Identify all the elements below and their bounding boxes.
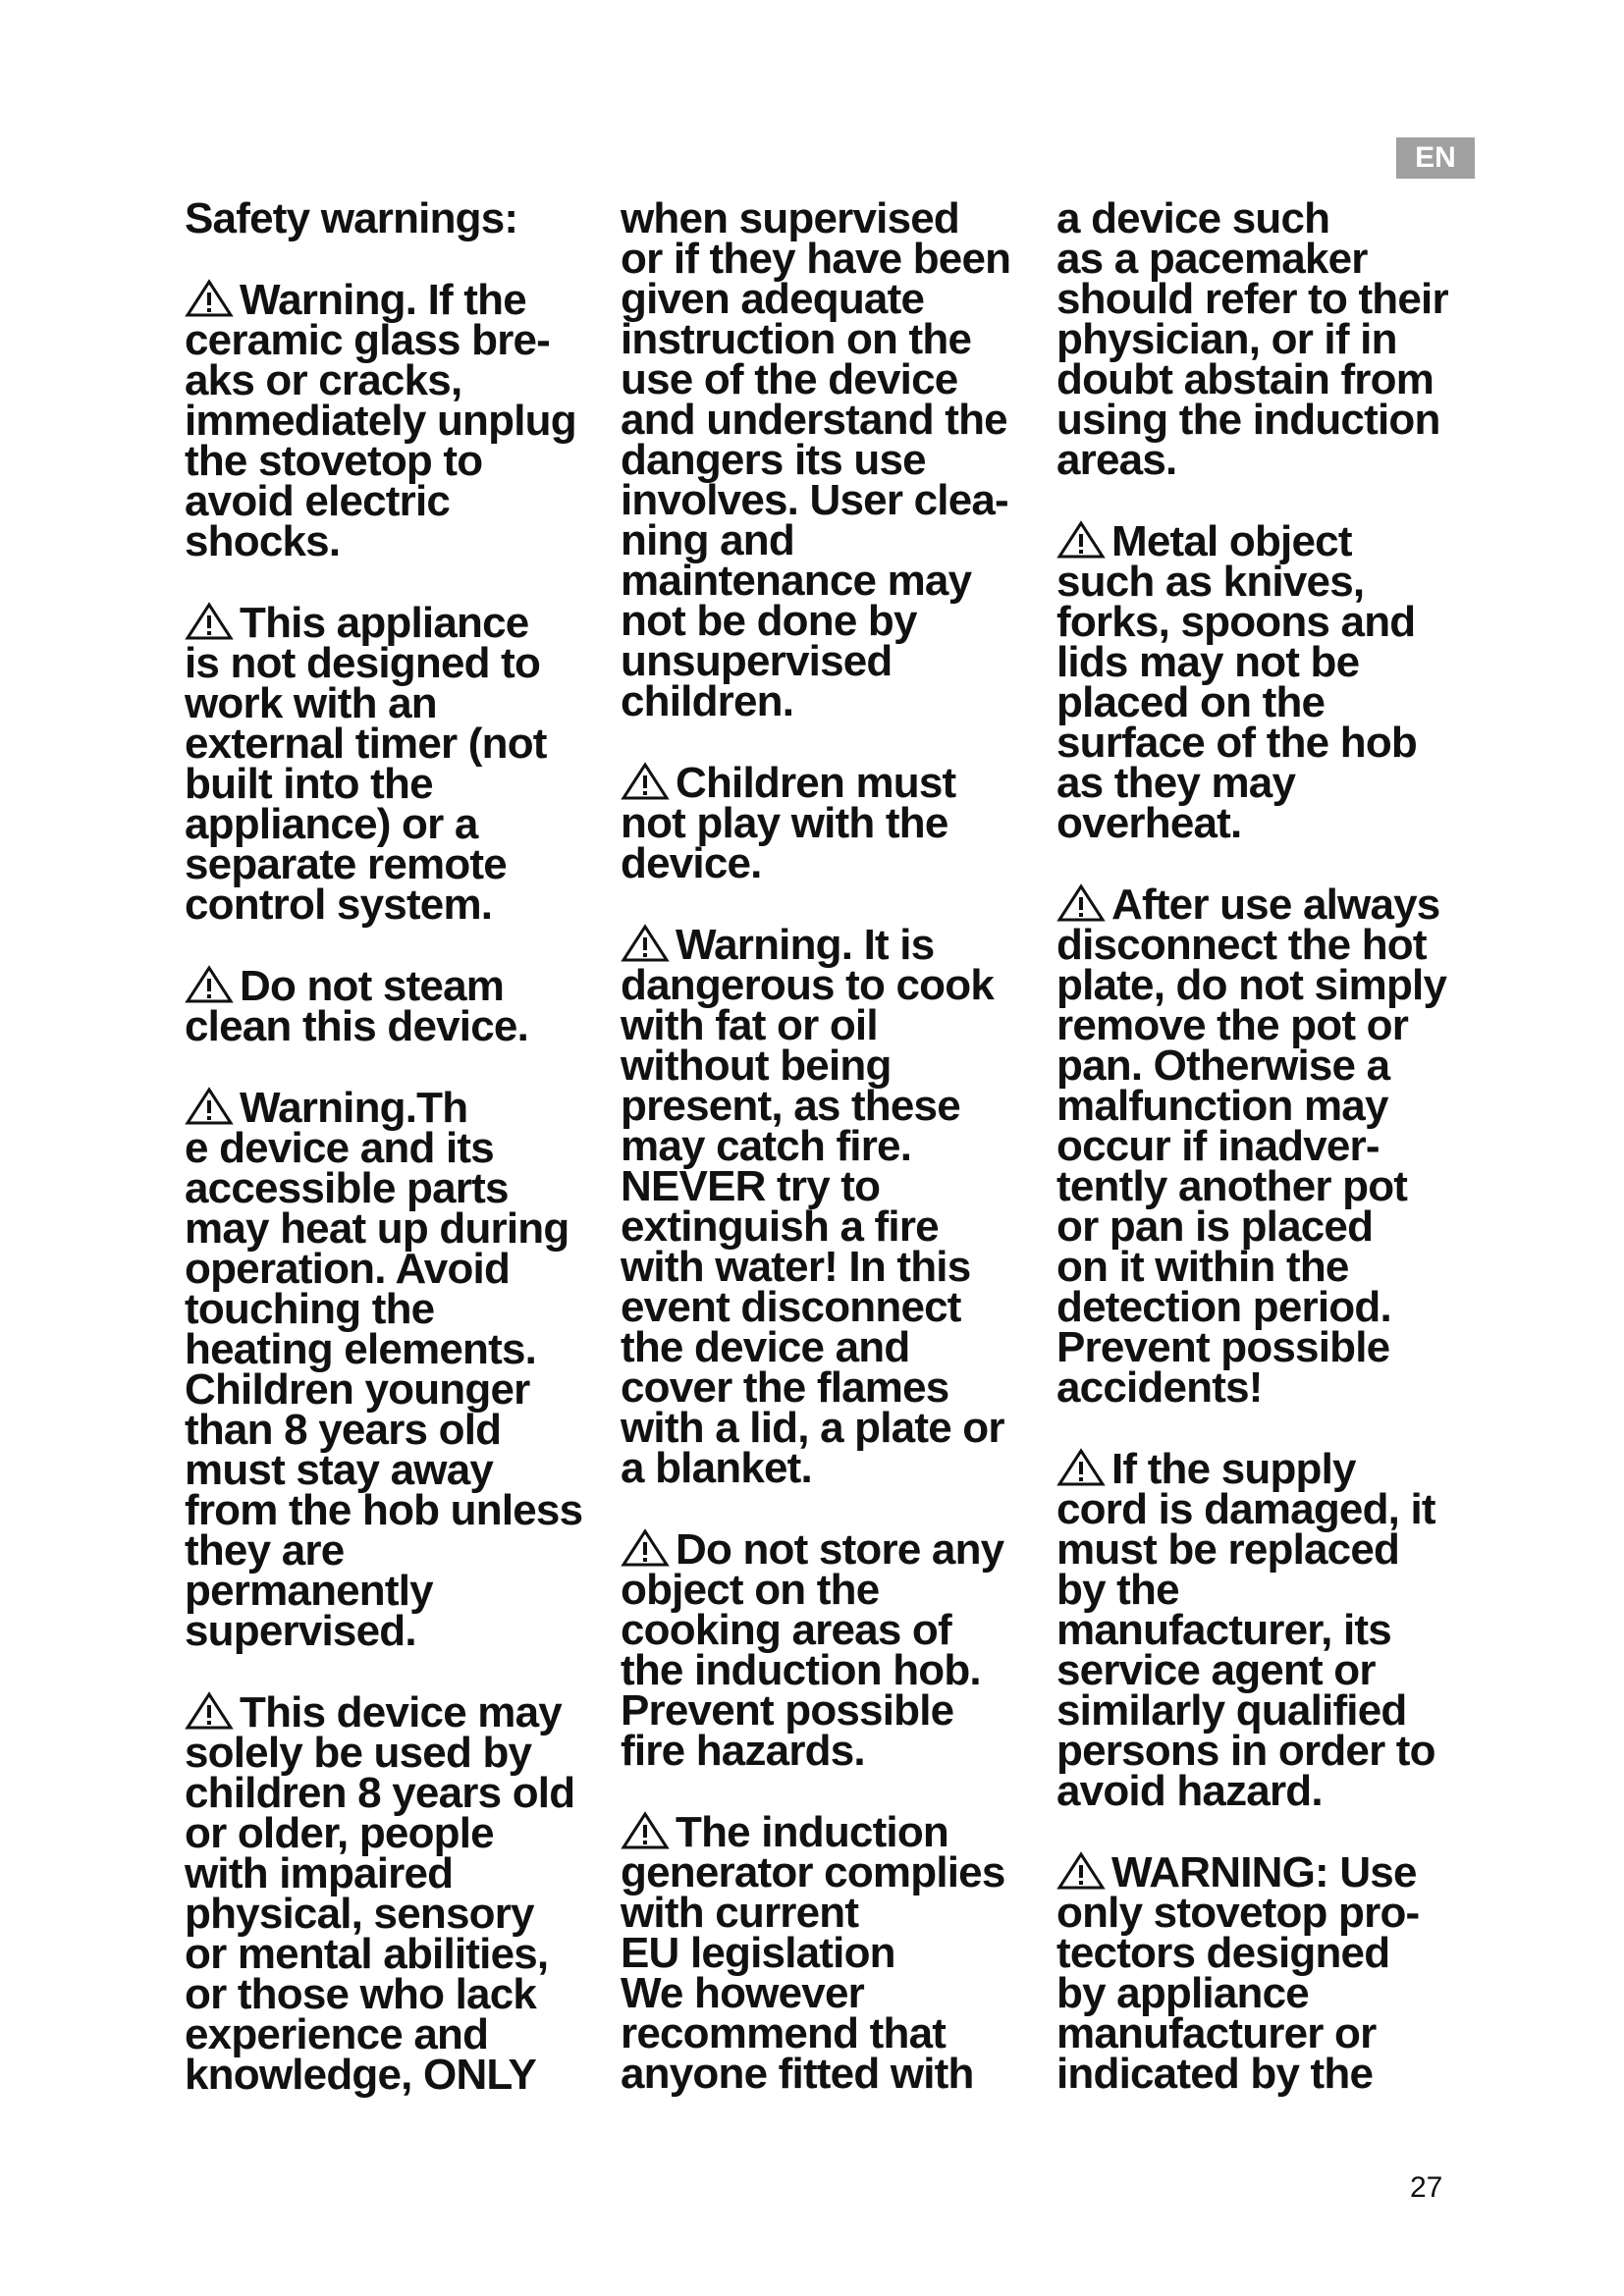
line-text: such as knives, xyxy=(1056,558,1365,606)
line-text: unsupervised xyxy=(621,637,893,685)
line-text: permanently xyxy=(185,1567,433,1615)
line-text: children 8 years old xyxy=(185,1769,575,1817)
line-text: from the hob unless xyxy=(185,1486,583,1534)
text-line xyxy=(1056,315,1481,363)
paragraph-gap xyxy=(1056,843,1481,883)
line-text: accidents! xyxy=(1056,1363,1263,1412)
line-text: or if they have been xyxy=(621,235,1011,283)
line-text: the induction hob. xyxy=(621,1646,981,1694)
text-line xyxy=(185,517,609,565)
line-text: malfunction may xyxy=(1056,1082,1388,1130)
line-text: and understand the xyxy=(621,396,1007,444)
text-line xyxy=(621,1566,1045,1614)
line-text: The induction xyxy=(676,1808,949,1856)
text-line xyxy=(621,355,1045,403)
text-line xyxy=(185,477,609,525)
text-line xyxy=(1056,558,1481,606)
paragraph-gap xyxy=(185,925,609,965)
line-text: given adequate xyxy=(621,275,925,323)
line-text: Warning. If the xyxy=(240,276,526,324)
line-text: occur if inadver- xyxy=(1056,1122,1380,1170)
text-line xyxy=(1056,194,1481,242)
line-text: Children must xyxy=(676,759,956,807)
text-column-2 xyxy=(621,194,1045,2098)
text-line xyxy=(621,961,1045,1009)
text-line xyxy=(621,1525,1045,1574)
line-text: pan. Otherwise a xyxy=(1056,1041,1390,1090)
line-text: external timer (not xyxy=(185,720,547,768)
line-text: accessible parts xyxy=(185,1164,509,1212)
line-text: placed on the xyxy=(1056,678,1326,726)
line-text: a device such xyxy=(1056,194,1330,242)
line-text: the device and xyxy=(621,1323,910,1371)
text-line xyxy=(621,2050,1045,2098)
line-text: overheat. xyxy=(1056,799,1242,847)
text-line xyxy=(621,315,1045,363)
paragraph-gap xyxy=(621,1771,1045,1811)
text-line xyxy=(1056,275,1481,323)
text-line xyxy=(1056,1283,1481,1331)
text-line xyxy=(621,799,1045,847)
line-text: they are xyxy=(185,1526,345,1575)
line-text: present, as these xyxy=(621,1082,960,1130)
line-text: built into the xyxy=(185,760,433,808)
line-text: should refer to their xyxy=(1056,275,1448,323)
text-line xyxy=(621,1686,1045,1735)
text-line xyxy=(185,1970,609,2018)
line-text: work with an xyxy=(185,679,437,727)
text-line xyxy=(621,2009,1045,2057)
paragraph-gap xyxy=(621,1488,1045,1528)
text-line xyxy=(185,1567,609,1615)
line-text: with current xyxy=(621,1889,859,1937)
text-line xyxy=(1056,2050,1481,2098)
line-text: dangers its use xyxy=(621,436,926,484)
text-line xyxy=(185,1486,609,1534)
line-text: manufacturer or xyxy=(1056,2009,1377,2057)
line-text: not play with the xyxy=(621,799,948,847)
text-line xyxy=(621,1808,1045,1856)
text-line xyxy=(621,1001,1045,1049)
line-text: ning and xyxy=(621,516,794,564)
line-text: recommend that xyxy=(621,2009,947,2057)
paragraph-gap xyxy=(185,1046,609,1087)
line-text: manufacturer, its xyxy=(1056,1606,1391,1654)
text-line xyxy=(1056,1082,1481,1130)
warning-triangle-icon xyxy=(185,602,234,641)
text-line xyxy=(621,1848,1045,1896)
line-text: or older, people xyxy=(185,1809,494,1857)
page-number: 27 xyxy=(1410,2171,1443,2204)
text-line xyxy=(1056,1485,1481,1533)
line-text: with fat or oil xyxy=(621,1001,878,1049)
text-line xyxy=(1056,436,1481,484)
text-line xyxy=(621,1889,1045,1937)
line-text: dangerous to cook xyxy=(621,961,994,1009)
warning-triangle-icon xyxy=(185,965,234,1004)
line-text: or mental abilities, xyxy=(185,1930,549,1978)
line-text: must be replaced xyxy=(1056,1525,1400,1574)
line-text: with water! In this xyxy=(621,1243,971,1291)
warning-triangle-icon xyxy=(621,924,670,963)
text-line xyxy=(185,1890,609,1938)
line-text: tectors designed xyxy=(1056,1929,1390,1977)
line-text: This appliance xyxy=(240,599,529,647)
text-line xyxy=(185,194,609,242)
text-line xyxy=(185,760,609,808)
text-line xyxy=(185,397,609,445)
line-text: by appliance xyxy=(1056,1969,1309,2017)
text-line xyxy=(1056,1767,1481,1815)
line-text: when supervised xyxy=(621,194,960,242)
line-text: We however xyxy=(621,1969,864,2017)
text-line xyxy=(185,437,609,485)
line-text: or those who lack xyxy=(185,1970,537,2018)
line-text: Warning.Th xyxy=(240,1084,468,1132)
warning-triangle-icon xyxy=(1056,520,1106,560)
line-text: extinguish a fire xyxy=(621,1202,939,1251)
text-line xyxy=(1056,1848,1481,1896)
line-text: use of the device xyxy=(621,355,958,403)
text-line xyxy=(185,599,609,647)
text-line xyxy=(621,235,1045,283)
text-line xyxy=(1056,961,1481,1009)
paragraph-gap xyxy=(621,721,1045,762)
line-text: EU legislation xyxy=(621,1929,895,1977)
text-line xyxy=(185,1325,609,1373)
text-line xyxy=(185,276,609,324)
line-text: physician, or if in xyxy=(1056,315,1397,363)
line-text: touching the xyxy=(185,1285,435,1333)
safety-warnings-columns xyxy=(185,194,1486,2122)
line-text: instruction on the xyxy=(621,315,972,363)
line-text: must stay away xyxy=(185,1446,494,1494)
line-text: device. xyxy=(621,839,762,887)
line-text: by the xyxy=(1056,1566,1179,1614)
text-line xyxy=(1056,396,1481,444)
text-line xyxy=(1056,1041,1481,1090)
text-line xyxy=(621,275,1045,323)
line-text: only stovetop pro- xyxy=(1056,1889,1420,1937)
line-text: a blanket. xyxy=(621,1444,812,1492)
text-line xyxy=(185,800,609,848)
line-text: children. xyxy=(621,677,794,725)
line-text: tently another pot xyxy=(1056,1162,1408,1210)
line-text: indicated by the xyxy=(1056,2050,1374,2098)
text-line xyxy=(185,1406,609,1454)
text-line xyxy=(185,2051,609,2099)
text-line xyxy=(185,2010,609,2058)
line-text: or pan is placed xyxy=(1056,1202,1374,1251)
text-column-1 xyxy=(185,194,609,2099)
line-text: persons in order to xyxy=(1056,1727,1435,1775)
paragraph-gap xyxy=(185,239,609,279)
text-line xyxy=(621,1162,1045,1210)
text-line xyxy=(185,639,609,687)
text-line xyxy=(185,1849,609,1897)
text-line xyxy=(621,1646,1045,1694)
text-line xyxy=(1056,921,1481,969)
text-line xyxy=(185,881,609,929)
text-line xyxy=(1056,1606,1481,1654)
line-text: lids may not be xyxy=(1056,638,1360,686)
warning-triangle-icon xyxy=(1056,1448,1106,1487)
line-text: without being xyxy=(621,1041,892,1090)
line-text: knowledge, ONLY xyxy=(185,2051,537,2099)
text-line xyxy=(621,1363,1045,1412)
text-line xyxy=(1056,759,1481,807)
text-line xyxy=(185,356,609,404)
line-text: detection period. xyxy=(1056,1283,1391,1331)
line-text: Metal object xyxy=(1111,517,1352,565)
text-line xyxy=(621,921,1045,969)
text-line xyxy=(185,316,609,364)
text-line xyxy=(1056,1525,1481,1574)
line-text: on it within the xyxy=(1056,1243,1349,1291)
text-line xyxy=(185,679,609,727)
line-text: cooking areas of xyxy=(621,1606,951,1654)
line-text: as they may xyxy=(1056,759,1296,807)
line-text: the stovetop to xyxy=(185,437,483,485)
text-line xyxy=(1056,517,1481,565)
line-text: with impaired xyxy=(185,1849,454,1897)
line-text: doubt abstain from xyxy=(1056,355,1435,403)
line-text: If the supply xyxy=(1111,1445,1356,1493)
line-text: event disconnect xyxy=(621,1283,961,1331)
text-line xyxy=(621,637,1045,685)
text-line xyxy=(185,962,609,1010)
text-line xyxy=(1056,235,1481,283)
text-line xyxy=(1056,2009,1481,2057)
line-text: avoid electric xyxy=(185,477,451,525)
text-column-3 xyxy=(1056,194,1481,2098)
text-line xyxy=(185,1285,609,1333)
text-line xyxy=(1056,1929,1481,1977)
line-text: surface of the hob xyxy=(1056,719,1417,767)
text-line xyxy=(621,1323,1045,1371)
line-text: similarly qualified xyxy=(1056,1686,1407,1735)
text-line xyxy=(621,1929,1045,1977)
line-text: ceramic glass bre- xyxy=(185,316,551,364)
text-line xyxy=(621,557,1045,605)
language-badge: EN xyxy=(1396,137,1475,179)
line-text: than 8 years old xyxy=(185,1406,502,1454)
line-text: clean this device. xyxy=(185,1002,528,1050)
text-line xyxy=(1056,1686,1481,1735)
text-line xyxy=(1056,1202,1481,1251)
line-text: as a pacemaker xyxy=(1056,235,1368,283)
text-line xyxy=(185,1607,609,1655)
line-text: shocks. xyxy=(185,517,341,565)
warning-triangle-icon xyxy=(185,279,234,318)
text-line xyxy=(185,720,609,768)
text-line xyxy=(1056,598,1481,646)
line-text: plate, do not simply xyxy=(1056,961,1447,1009)
line-text: with a lid, a plate or xyxy=(621,1404,1004,1452)
text-line xyxy=(1056,1162,1481,1210)
text-line xyxy=(185,1002,609,1050)
text-line xyxy=(621,396,1045,444)
line-text: appliance) or a xyxy=(185,800,478,848)
text-line xyxy=(1056,1727,1481,1775)
text-line xyxy=(621,1243,1045,1291)
text-line xyxy=(1056,1969,1481,2017)
paragraph-gap xyxy=(621,883,1045,924)
text-line xyxy=(185,1245,609,1293)
text-line xyxy=(1056,638,1481,686)
text-line xyxy=(621,597,1045,645)
line-text: forks, spoons and xyxy=(1056,598,1416,646)
text-line xyxy=(1056,719,1481,767)
line-text: cord is damaged, it xyxy=(1056,1485,1435,1533)
line-text: Do not store any xyxy=(676,1525,1004,1574)
warning-triangle-icon xyxy=(1056,1851,1106,1891)
text-line xyxy=(621,677,1045,725)
text-line xyxy=(1056,1363,1481,1412)
text-line xyxy=(185,1164,609,1212)
warning-triangle-icon xyxy=(621,1528,670,1568)
line-text: physical, sensory xyxy=(185,1890,534,1938)
line-text: remove the pot or xyxy=(1056,1001,1409,1049)
line-text: Do not steam xyxy=(240,962,505,1010)
line-text: NEVER try to xyxy=(621,1162,881,1210)
line-text: involves. User clea- xyxy=(621,476,1008,524)
text-line xyxy=(185,1365,609,1414)
text-line xyxy=(1056,1122,1481,1170)
paragraph-gap xyxy=(185,1651,609,1691)
line-text: WARNING: Use xyxy=(1111,1848,1417,1896)
text-line xyxy=(185,1769,609,1817)
warning-triangle-icon xyxy=(1056,883,1106,923)
line-text: After use always xyxy=(1111,881,1440,929)
line-text: not be done by xyxy=(621,597,917,645)
line-text: supervised. xyxy=(185,1607,416,1655)
paragraph-gap xyxy=(1056,1811,1481,1851)
line-text: immediately unplug xyxy=(185,397,576,445)
text-line xyxy=(1056,1445,1481,1493)
text-line xyxy=(621,1041,1045,1090)
line-text: aks or cracks, xyxy=(185,356,462,404)
text-line xyxy=(1056,1566,1481,1614)
warning-triangle-icon xyxy=(185,1087,234,1126)
line-text: Warning. It is xyxy=(676,921,935,969)
text-line xyxy=(185,1124,609,1172)
warning-triangle-icon xyxy=(621,762,670,801)
text-line xyxy=(185,1204,609,1253)
text-line xyxy=(621,1444,1045,1492)
paragraph-gap xyxy=(1056,1408,1481,1448)
text-line xyxy=(1056,355,1481,403)
text-line xyxy=(621,1404,1045,1452)
line-text: This device may xyxy=(240,1688,562,1736)
warning-triangle-icon xyxy=(621,1811,670,1850)
text-line xyxy=(185,1446,609,1494)
line-text: separate remote xyxy=(185,840,507,888)
text-line xyxy=(1056,881,1481,929)
line-text: heating elements. xyxy=(185,1325,537,1373)
paragraph-gap xyxy=(185,561,609,602)
text-line xyxy=(621,839,1045,887)
line-text: maintenance may xyxy=(621,557,972,605)
line-text: using the induction xyxy=(1056,396,1440,444)
text-line xyxy=(1056,799,1481,847)
text-line xyxy=(185,1526,609,1575)
text-line xyxy=(1056,1889,1481,1937)
paragraph-gap xyxy=(1056,480,1481,520)
text-line xyxy=(621,759,1045,807)
text-line xyxy=(621,1283,1045,1331)
text-line xyxy=(621,1122,1045,1170)
line-text: disconnect the hot xyxy=(1056,921,1427,969)
text-line xyxy=(621,476,1045,524)
text-line xyxy=(185,840,609,888)
text-line xyxy=(185,1729,609,1777)
line-text: avoid hazard. xyxy=(1056,1767,1323,1815)
warning-triangle-icon xyxy=(185,1691,234,1731)
text-line xyxy=(185,1930,609,1978)
text-line xyxy=(1056,1243,1481,1291)
text-line xyxy=(621,1082,1045,1130)
text-line xyxy=(185,1809,609,1857)
text-line xyxy=(621,516,1045,564)
line-text: may heat up during xyxy=(185,1204,569,1253)
line-text: operation. Avoid xyxy=(185,1245,511,1293)
text-line xyxy=(621,194,1045,242)
text-line xyxy=(621,436,1045,484)
line-text: cover the flames xyxy=(621,1363,949,1412)
text-line xyxy=(1056,678,1481,726)
line-text: Safety warnings: xyxy=(185,194,518,242)
text-line xyxy=(1056,1646,1481,1694)
line-text: areas. xyxy=(1056,436,1177,484)
line-text: service agent or xyxy=(1056,1646,1376,1694)
text-line xyxy=(185,1084,609,1132)
line-text: e device and its xyxy=(185,1124,494,1172)
line-text: solely be used by xyxy=(185,1729,532,1777)
text-line xyxy=(1056,1001,1481,1049)
line-text: Children younger xyxy=(185,1365,530,1414)
text-line xyxy=(621,1727,1045,1775)
text-line xyxy=(1056,1323,1481,1371)
line-text: anyone fitted with xyxy=(621,2050,974,2098)
line-text: object on the xyxy=(621,1566,880,1614)
text-line xyxy=(621,1969,1045,2017)
line-text: experience and xyxy=(185,2010,489,2058)
line-text: control system. xyxy=(185,881,493,929)
text-line xyxy=(621,1202,1045,1251)
line-text: fire hazards. xyxy=(621,1727,865,1775)
line-text: is not designed to xyxy=(185,639,541,687)
line-text: may catch fire. xyxy=(621,1122,912,1170)
line-text: Prevent possible xyxy=(621,1686,954,1735)
line-text: Prevent possible xyxy=(1056,1323,1390,1371)
text-line xyxy=(621,1606,1045,1654)
text-line xyxy=(185,1688,609,1736)
line-text: generator complies xyxy=(621,1848,1005,1896)
